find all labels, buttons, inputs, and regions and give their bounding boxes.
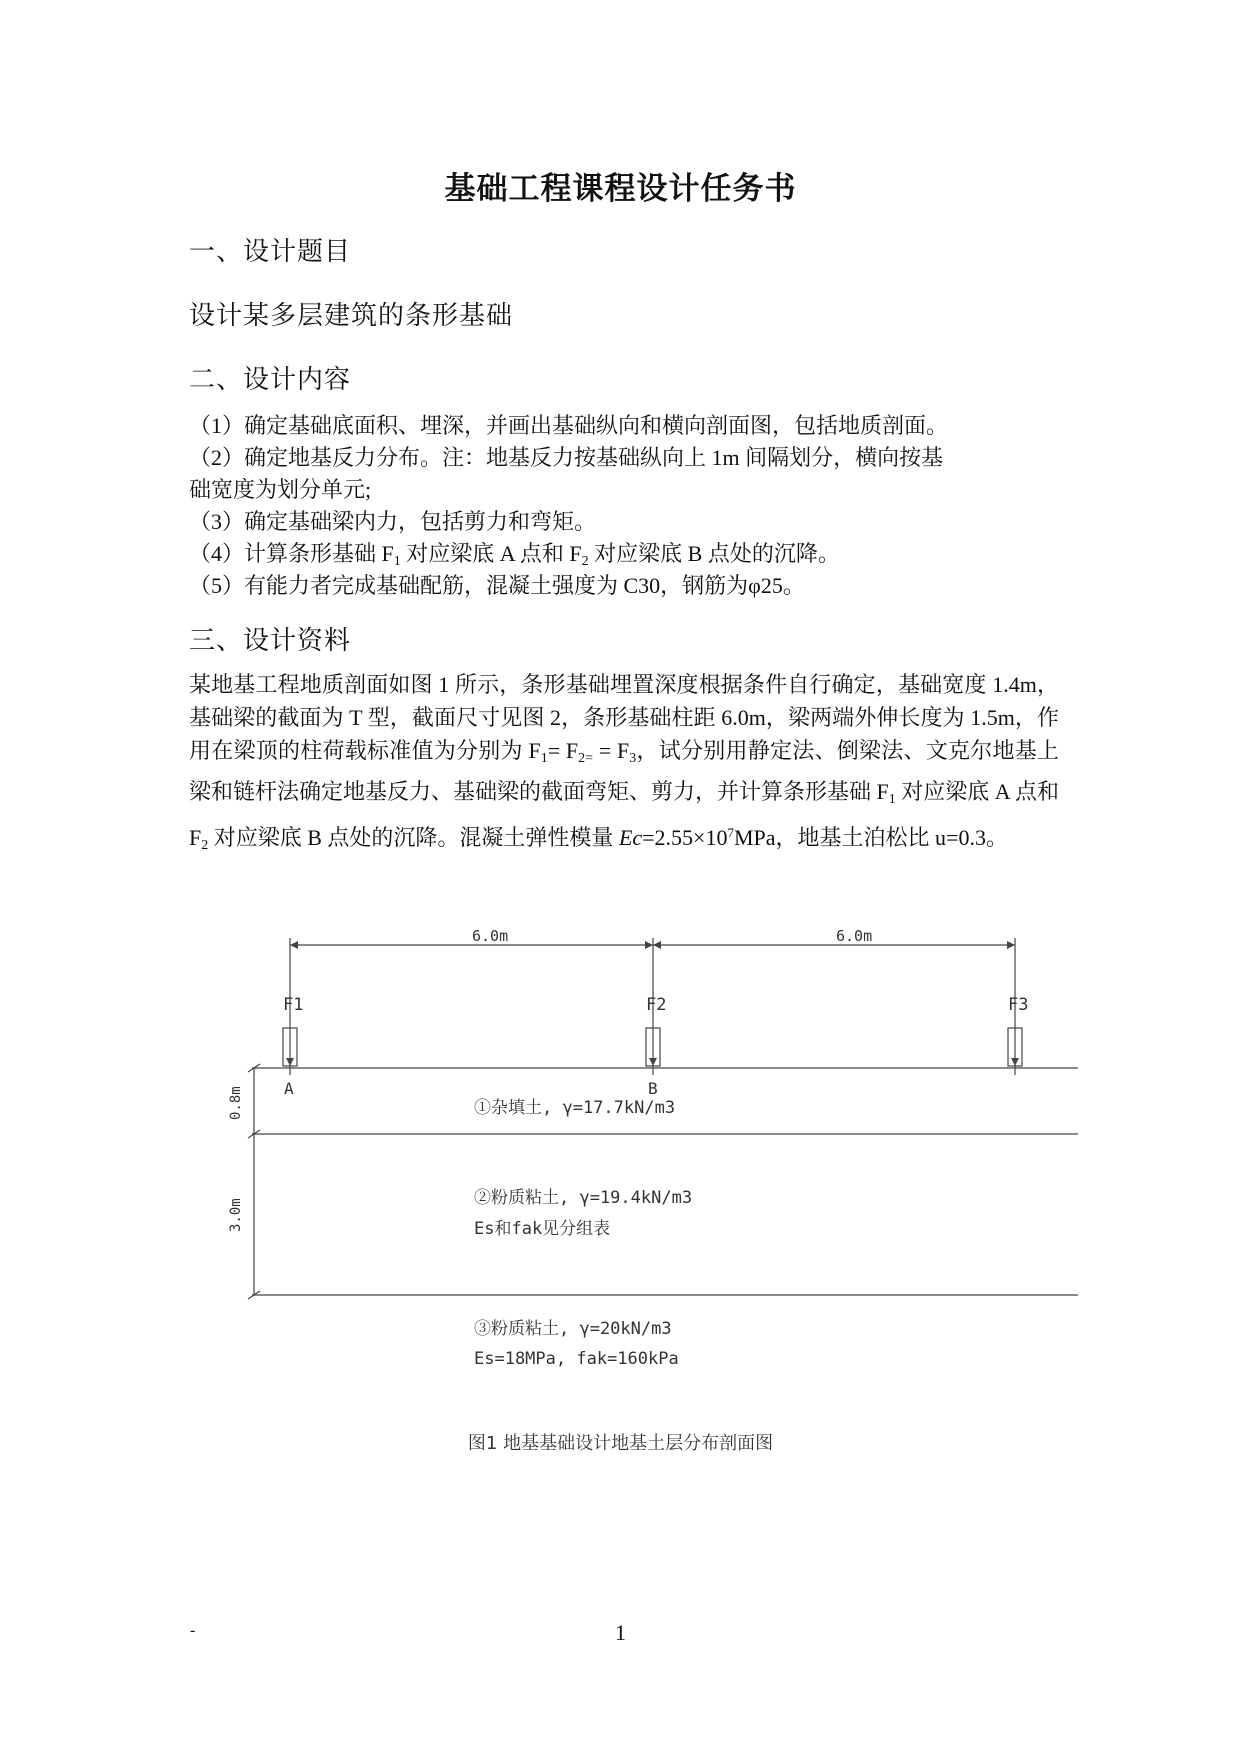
dimension-label-left: 6.0m: [472, 927, 509, 945]
section-heading-content: 二、设计内容: [189, 365, 352, 394]
content-item-3: （3）确定基础梁内力，包括剪力和弯矩。: [189, 509, 597, 534]
figure-caption: 图1 地基基础设计地基土层分布剖面图: [467, 1433, 774, 1454]
layer1-description: ①杂填土, γ=17.7kN/m3: [474, 1098, 676, 1118]
arrowhead-load-f3: [1011, 1058, 1019, 1066]
dimension-label-right: 6.0m: [836, 927, 873, 945]
load-label-f2: F2: [646, 995, 667, 1015]
layer2-description: ②粉质粘土, γ=19.4kN/m3: [474, 1188, 693, 1208]
section-heading-topic: 一、设计题目: [189, 237, 352, 266]
arrowhead-load-f2: [649, 1058, 657, 1066]
content-item-4: （4）计算条形基础 $F_1$ 对应梁底 A 点和 $F_2$ 对应梁底 B 点处的沉降。: [189, 541, 840, 569]
depth-label-layer1: 0.8m: [228, 1086, 244, 1120]
content-item-5: （5）有能力者完成基础配筋，混凝土强度为 C30，钢筋为φ25。: [189, 573, 805, 598]
arrowhead-right: [1007, 941, 1015, 949]
arrowhead-mid-left: [645, 941, 653, 949]
footer-dash: -: [190, 1622, 196, 1639]
topic-text: 设计某多层建筑的条形基础: [189, 301, 514, 330]
content-item-2-line2: 础宽度为划分单元;: [189, 477, 372, 502]
point-label-a: A: [284, 1079, 294, 1098]
arrowhead-load-f1: [286, 1058, 294, 1066]
section-heading-data: 三、设计资料: [189, 626, 352, 655]
point-label-b: B: [648, 1079, 658, 1098]
depth-label-layer2: 3.0m: [228, 1198, 244, 1232]
document-title: 基础工程课程设计任务书: [444, 171, 797, 207]
design-data-paragraph: 某地基工程地质剖面如图 1 所示，条形基础埋置深度根据条件自行确定，基础宽度 1.4m，基础梁的截面为 T 型，截面尺寸见图 2，条形基础柱距 6.0m，梁两端外伸长度为 1.5m，作用在梁顶的柱荷载标准值为分别为 $F_1= F_{2=} = F_3$，试分别用静定法、倒梁法、文克尔地基上梁和链杆法确定地基反力、基础梁的截面弯矩、剪力，并计算条形基础 $F_1$ 对应梁底 A 点和 $F_2$ 对应梁底 B 点处的沉降。混凝土弹性模量 $Ec=2.55\times 10^7MPa$，地基土泊松比 u=0.3。: [189, 672, 1059, 853]
layer3-parameters: Es=18MPa, fak=160kPa: [474, 1349, 679, 1369]
layer3-description: ③粉质粘土, γ=20kN/m3: [474, 1319, 672, 1339]
load-label-f3: F3: [1008, 995, 1029, 1015]
layer2-parameters: Es和fak见分组表: [474, 1219, 611, 1239]
content-item-1: （1）确定基础底面积、埋深，并画出基础纵向和横向剖面图，包括地质剖面。: [189, 413, 949, 438]
arrowhead-left: [290, 941, 298, 949]
page-number: 1: [615, 1620, 626, 1645]
load-label-f1: F1: [283, 995, 304, 1015]
arrowhead-mid-right: [653, 941, 661, 949]
content-item-2-line1: （2）确定地基反力分布。注：地基反力按基础纵向上 1m 间隔划分，横向按基: [189, 445, 944, 470]
